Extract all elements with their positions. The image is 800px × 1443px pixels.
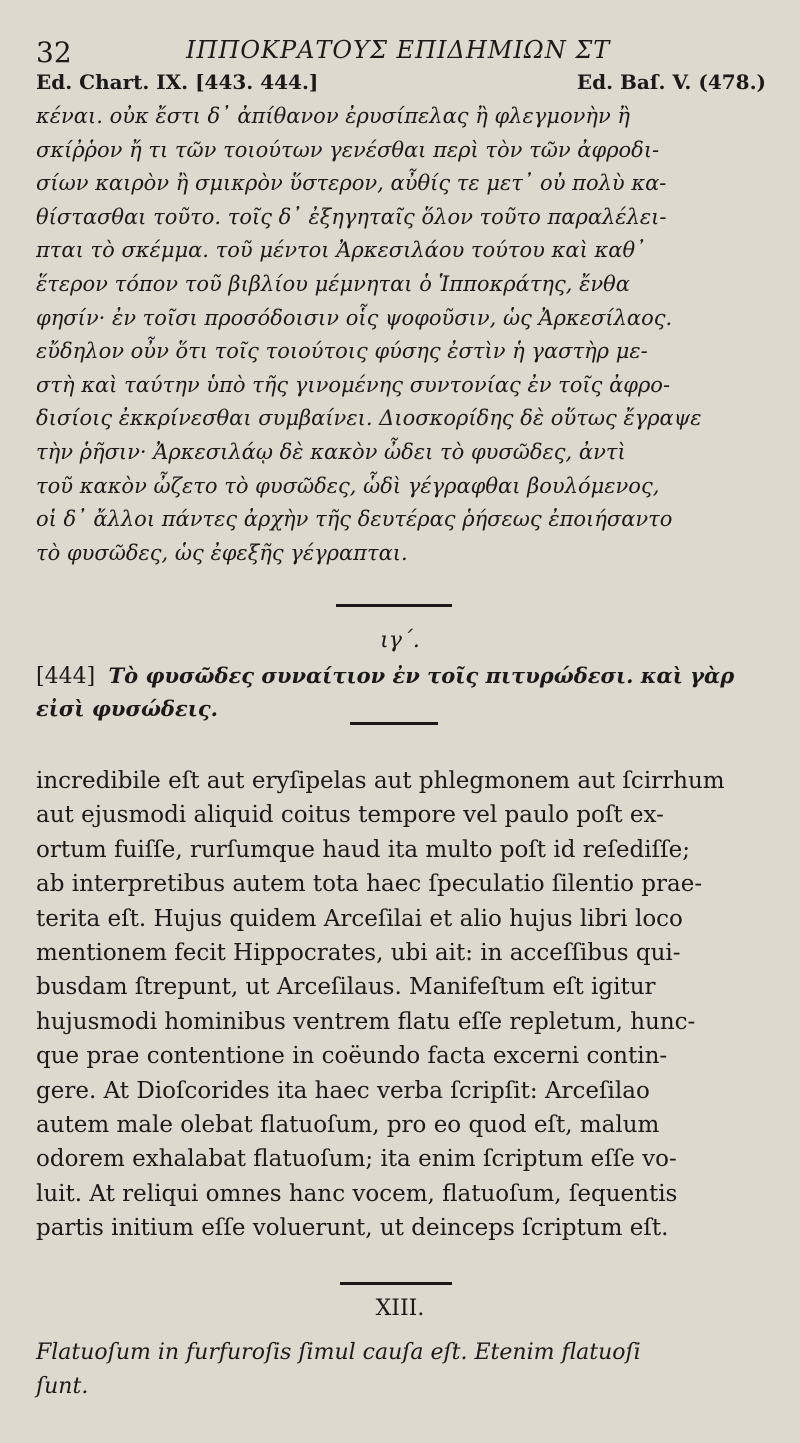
- latin-line: busdam ſtrepunt, ut Arceſilaus. Manifeſtum eſt igitur: [36, 974, 656, 1001]
- latin-line: aut ejusmodi aliquid coitus tempore vel paulo poſt ex-: [36, 802, 664, 829]
- latin-line: partis initium eſſe voluerunt, ut deinceps ſcriptum eſt.: [36, 1215, 669, 1242]
- latin-aphorism-line: ſunt.: [36, 1374, 89, 1399]
- greek-line: ἕτερον τόπον τοῦ βιβλίου μέμνηται ὁ Ἱπποκράτης, ἔνθα: [36, 271, 630, 296]
- latin-line: gere. At Dioſcorides ita haec verba ſcripſit: Arceſilao: [36, 1077, 650, 1104]
- page-marker: [444]: [36, 664, 96, 689]
- running-title: ΙΠΠΟΚΡΑΤΟΥΣ ΕΠΙΔΗΜΙΩΝ ΣΤ: [186, 36, 611, 64]
- latin-commentary: [36, 764, 768, 1246]
- latin-line: hujusmodi hominibus ventrem flatu eſſe repletum, hunc-: [36, 1008, 696, 1035]
- greek-line: σκίῤῥον ἤ τι τῶν τοιούτων γενέσθαι περὶ τὸν τῶν ἀφροδι-: [36, 137, 660, 162]
- latin-line: ab interpretibus autem tota haec ſpeculatio ſilentio prae-: [36, 871, 703, 898]
- greek-section-number: ιγ΄.: [380, 628, 420, 653]
- greek-line: θίστασθαι τοῦτο. τοῖς δ᾽ ἐξηγηταῖς ὅλον τοῦτο παραλέλει-: [36, 204, 667, 229]
- greek-line: τὸ φυσῶδες, ὡς ἐφεξῆς γέγραπται.: [36, 540, 408, 565]
- greek-line: οἱ δ᾽ ἄλλοι πάντες ἀρχὴν τῆς δευτέρας ῥήσεως ἐποιήσαντο: [36, 507, 673, 532]
- greek-line: τοῦ κακὸν ὦζετο τὸ φυσῶδες, ὧδὶ γέγραφθαι βουλόμενος,: [36, 473, 660, 498]
- greek-line: τὴν ῥῆσιν· Ἀρκεσιλάῳ δὲ κακὸν ὦδει τὸ φυσῶδες, ἀντὶ: [36, 439, 626, 464]
- section-divider: [336, 604, 452, 607]
- section-divider: [340, 1282, 452, 1285]
- greek-aphorism: [36, 660, 776, 725]
- greek-aphorism-line: εἰσὶ φυσώδεις.: [36, 696, 218, 721]
- page-header: [36, 34, 766, 68]
- greek-line: στὴ καὶ ταύτην ὑπὸ τῆς γινομένης συντονίας ἐν τοῖς ἀφρο-: [36, 372, 671, 397]
- latin-line: ortum fuiſſe, rurſumque haud ita multo poſt id reſediſſe;: [36, 836, 690, 863]
- latin-aphorism: [36, 1336, 768, 1404]
- latin-aphorism-line: Flatuoſum in furfuroſis ſimul cauſa eſt. Etenim flatuoſi: [36, 1340, 641, 1365]
- latin-line: que prae contentione in coëundo facta excerni contin-: [36, 1043, 668, 1070]
- greek-line: πται τὸ σκέμμα. τοῦ μέντοι Ἀρκεσιλάου τούτου καὶ καθ᾽: [36, 238, 646, 263]
- latin-line: incredibile eſt aut eryſipelas aut phlegmonem aut ſcirrhum: [36, 768, 725, 794]
- edition-reference-right: Ed. Baſ. V. (478.): [576, 70, 766, 94]
- greek-aphorism-line: Τὸ φυσῶδες συναίτιον ἐν τοῖς πιτυρώδεσι. καὶ γὰρ: [108, 663, 735, 688]
- latin-line: terita eſt. Hujus quidem Arceſilai et alio hujus libri loco: [36, 905, 683, 932]
- edition-reference-left: Ed. Chart. IX. [443. 444.]: [36, 70, 319, 94]
- greek-line: εὔδηλον οὖν ὅτι τοῖς τοιούτοις φύσης ἐστὶν ἡ γαστὴρ με-: [36, 339, 648, 364]
- greek-commentary: [36, 100, 764, 570]
- section-divider: [350, 722, 438, 725]
- latin-line: autem male olebat flatuoſum, pro eo quod eſt, malum: [36, 1112, 660, 1139]
- latin-line: luit. At reliqui omnes hanc vocem, flatuoſum, ſequentis: [36, 1180, 678, 1207]
- greek-line: σίων καιρὸν ἢ σμικρὸν ὕστερον, αὖθίς τε μετ᾽ οὐ πολὺ κα-: [36, 171, 667, 196]
- greek-line: κέναι. οὐκ ἔστι δ᾽ ἀπίθανον ἐρυσίπελας ἢ φλεγμονὴν ἢ: [36, 104, 630, 128]
- latin-line: odorem exhalabat flatuoſum; ita enim ſcriptum eſſe vo-: [36, 1146, 677, 1173]
- greek-line: φησίν· ἐν τοῖσι προσόδοισιν οἷς ψοφοῦσιν, ὡς Ἀρκεσίλαος.: [36, 305, 673, 330]
- latin-section-number: XIII.: [375, 1296, 425, 1321]
- latin-line: mentionem fecit Hippocrates, ubi ait: in acceſſibus qui-: [36, 940, 681, 967]
- edition-line: [36, 70, 766, 100]
- greek-line: δισίοις ἐκκρίνεσθαι συμβαίνει. Διοσκορίδης δὲ οὕτως ἔγραψε: [36, 406, 702, 431]
- page-number: 32: [36, 36, 72, 69]
